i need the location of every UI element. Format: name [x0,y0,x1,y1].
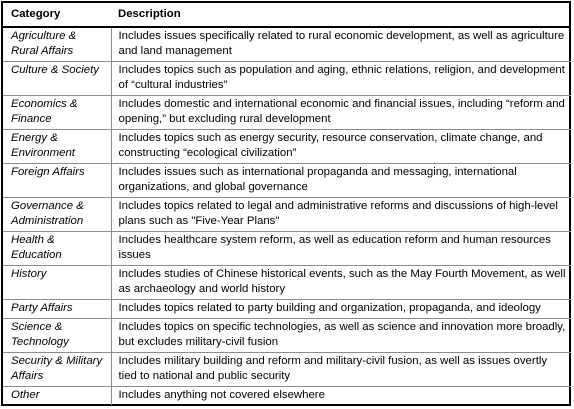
category-cell: Agriculture & Rural Affairs [11,30,77,57]
category-cell: Energy & Environment [3,130,111,164]
category-cell: History [3,266,111,300]
description-cell: Includes issues such as international propaganda and messaging, international organizations, and global governance [111,164,571,198]
category-cell: Economics & Finance [3,96,111,130]
table-row [3,300,571,319]
table-body [3,27,571,405]
description-cell: Includes issues specifically related to rural economic development, as well as agriculture and land management [111,27,571,62]
header-description: Description [111,3,571,27]
category-cell: Culture & Society [3,62,111,96]
category-cell: Other [3,387,111,406]
description-cell: Includes topics such as population and aging, ethnic relations, religion, and development of “cultural industries” [111,62,571,96]
description-cell: Includes topics such as energy security, resource conservation, climate change, and constructing “ecological civilization” [111,130,571,164]
category-cell: Health & Education [3,232,111,266]
table-row [3,387,571,406]
table-row [3,130,571,164]
category-table [3,3,571,405]
table-row [3,266,571,300]
category-cell: Security & Military Affairs [3,353,111,387]
category-cell: Party Affairs [3,300,111,319]
header-row [3,3,571,27]
category-cell: Science & Technology [3,319,111,353]
table-row [3,164,571,198]
description-cell: Includes healthcare system reform, as well as education reform and human resources issues [111,232,571,266]
table-row [3,319,571,353]
description-cell: Includes topics related to legal and administrative reforms and discussions of high-level plans such as "Five-Year Plans" [111,198,571,232]
table-row [3,353,571,387]
description-cell: Includes topics on specific technologies, as well as science and innovation more broadly, but excludes military-civil fusion [111,319,571,353]
description-cell: Includes military building and reform and military-civil fusion, as well as issues overtly tied to national and public security [111,353,571,387]
table-row [3,232,571,266]
header-category: Category [3,3,111,27]
table-row [3,27,571,62]
description-cell: Includes topics related to party building and organization, propaganda, and ideology [111,300,571,319]
table-row [3,62,571,96]
table-header [3,3,571,27]
description-cell: Includes anything not covered elsewhere [111,387,571,406]
category-cell: Foreign Affairs [3,164,111,198]
table-row [3,198,571,232]
description-cell: Includes domestic and international economic and financial issues, including “reform and opening,” but excluding rural development [111,96,571,130]
description-cell: Includes studies of Chinese historical events, such as the May Fourth Movement, as well as archaeology and world history [111,266,571,300]
table-row [3,96,571,130]
category-cell: Governance & Administration [3,198,111,232]
